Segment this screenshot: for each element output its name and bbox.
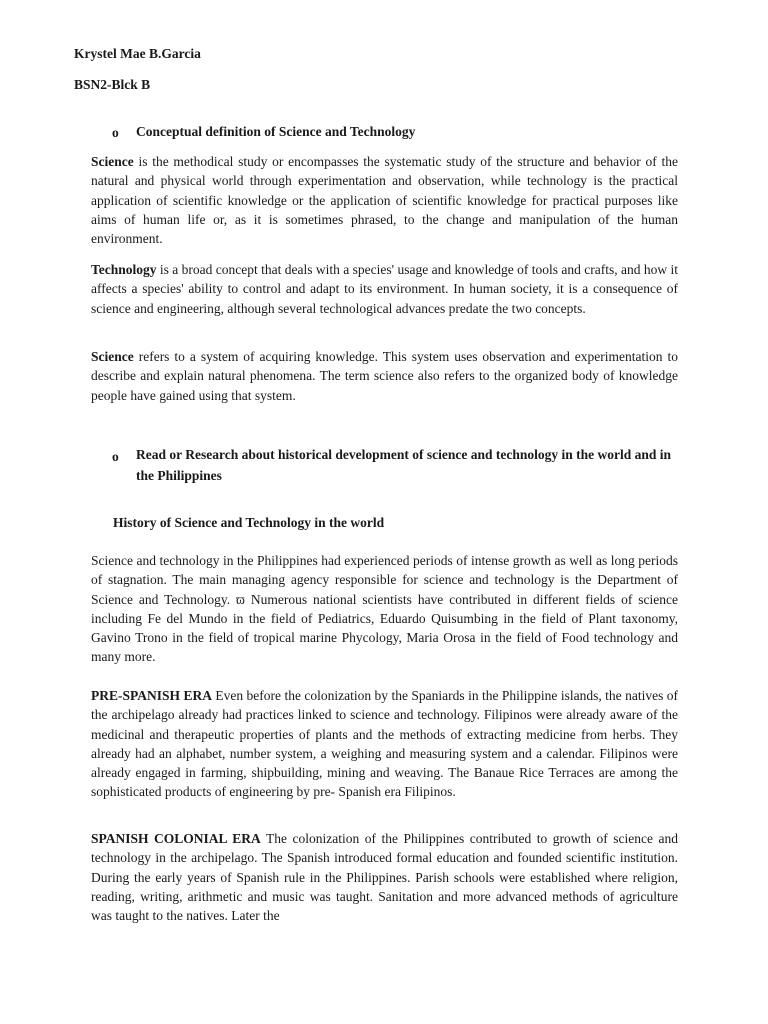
definition-text: refers to a system of acquiring knowledge. This system uses observation and experimentation to describe and explain natural phenomena. The term science also refers to the organized body of knowledge people have gained using that system. bbox=[91, 349, 678, 403]
era-text: Even before the colonization by the Spaniards in the Philippine islands, the natives of the archipelago already had practices linked to science and technology. Filipinos were already aware of the medicinal and therapeutic properties of plants and the methods of extracting medicine from herbs. They already had an alphabet, number system, a weighing and measuring system and a calendar. Filipinos were already engaged in farming, shipbuilding, mining and weaving. The Banaue Rice Terraces are among the sophisticated products of engineering by pre- Spanish era Filipinos. bbox=[91, 688, 678, 800]
definition-paragraph bbox=[91, 260, 678, 318]
history-heading: History of Science and Technology in the world bbox=[113, 515, 385, 530]
author-name: Krystel Mae B.Garcia bbox=[74, 46, 201, 61]
era-text: The colonization of the Philippines contributed to growth of science and technology in the archipelago. The Spanish introduced formal education and founded scientific institution. During the early years of Spanish rule in the Philippines. Parish schools were established where religion, reading, writing, arithmetic and music was taught. Sanitation and more advanced methods of agriculture was taught to the natives. Later the bbox=[91, 831, 678, 924]
bullet-heading-definition: Conceptual definition of Science and Technology bbox=[136, 124, 416, 139]
bullet-heading-history: Read or Research about historical development of science and technology in the world and in the Philippines bbox=[136, 447, 671, 483]
history-intro-paragraph: Science and technology in the Philippines had experienced periods of intense growth as well as long periods of stagnation. The main managing agency responsible for science and technology is the Department of Science and Technology. ϖ Numerous national scientists have contributed in different fields of science including Fe del Mundo in the field of Pediatrics, Eduardo Quisumbing in the field of Plant taxonomy, Gavino Trono in the field of tropical marine Phycology, Maria Orosa in the field of Food technology and many more. bbox=[91, 553, 678, 665]
definition-paragraph bbox=[91, 347, 678, 405]
definition-text: is the methodical study or encompasses the systematic study of the structure and behavior of the natural and physical world through experimentation and observation, while technology is the practical application of scientific knowledge or the application of scientific knowledge for practical purposes like aims of human life or, as it is sometimes phrased, to the change and manipulation of the human environment. bbox=[91, 154, 678, 247]
era-paragraph bbox=[91, 686, 678, 802]
definition-term: Technology bbox=[91, 262, 157, 277]
bullet-marker: o bbox=[112, 449, 119, 464]
era-paragraph bbox=[91, 829, 678, 925]
definition-paragraph bbox=[91, 152, 678, 248]
definition-text: is a broad concept that deals with a species' usage and knowledge of tools and crafts, and how it affects a species' ability to control and adapt to its environment. In human society, it is a consequence of science and engineering, although several technological advances predate the two concepts. bbox=[91, 262, 678, 316]
era-title: SPANISH COLONIAL ERA bbox=[91, 831, 261, 846]
class-section: BSN2-Blck B bbox=[74, 77, 151, 92]
bullet-marker: o bbox=[112, 125, 119, 140]
definition-term: Science bbox=[91, 349, 134, 364]
definition-term: Science bbox=[91, 154, 134, 169]
era-title: PRE-SPANISH ERA bbox=[91, 688, 212, 703]
